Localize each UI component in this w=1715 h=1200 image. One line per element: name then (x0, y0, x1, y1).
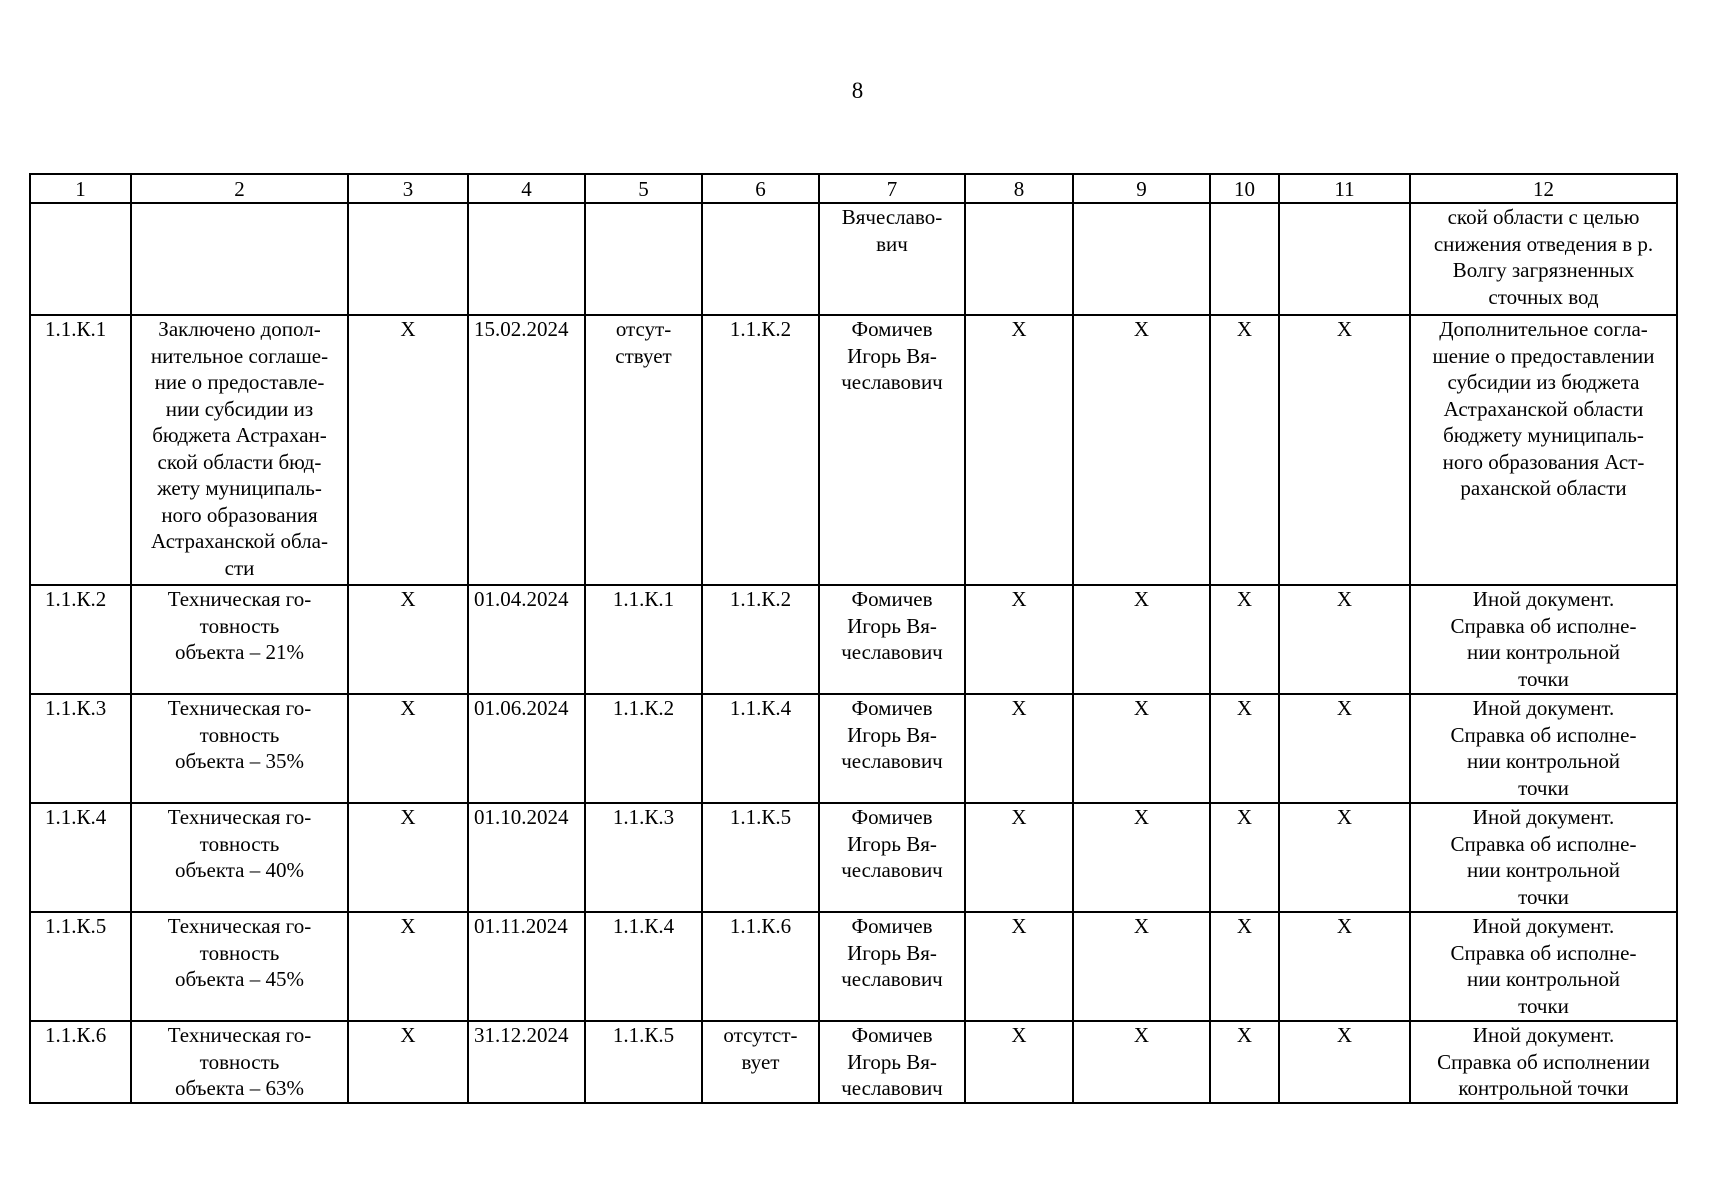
col8-cell: X (965, 912, 1073, 1021)
col11-cell: X (1279, 1021, 1410, 1103)
date-cell: 01.11.2024 (468, 912, 585, 1021)
successor-cell: 1.1.К.4 (702, 694, 819, 803)
table-cell: ской области с целью снижения отведения в р. Волгу загрязненных сточных вод (1410, 203, 1677, 315)
result-cell: Заключено допол- нительное соглаше- ние о предоставле- нии субсидии из бюджета Астрахан- ской области бюд- жету муниципаль- ного образования Астраханской обла- сти (131, 315, 348, 585)
predecessor-cell: отсут- ствует (585, 315, 702, 585)
col8-cell: X (965, 1021, 1073, 1103)
col3-cell: X (348, 803, 468, 912)
col9-cell: X (1073, 315, 1210, 585)
col11-cell: X (1279, 803, 1410, 912)
table-cell (348, 203, 468, 315)
col9-cell: X (1073, 1021, 1210, 1103)
table-cell (30, 203, 131, 315)
col3-cell: X (348, 585, 468, 694)
col9-cell: X (1073, 585, 1210, 694)
date-cell: 31.12.2024 (468, 1021, 585, 1103)
col8-cell: X (965, 315, 1073, 585)
successor-cell: 1.1.К.2 (702, 585, 819, 694)
responsible-cell: Фомичев Игорь Вя- чеславович (819, 803, 965, 912)
header-row (30, 174, 1677, 203)
responsible-cell: Фомичев Игорь Вя- чеславович (819, 1021, 965, 1103)
table-row (30, 1021, 1677, 1103)
col3-cell: X (348, 694, 468, 803)
document-cell: Иной документ. Справка об исполне- нии контрольной точки (1410, 803, 1677, 912)
document-cell: Иной документ. Справка об исполнении контрольной точки (1410, 1021, 1677, 1103)
date-cell: 01.06.2024 (468, 694, 585, 803)
successor-cell: отсутст- вует (702, 1021, 819, 1103)
col11-cell: X (1279, 585, 1410, 694)
col9-cell: X (1073, 912, 1210, 1021)
table-row (30, 803, 1677, 912)
table-cell (1210, 203, 1279, 315)
col9-cell: X (1073, 803, 1210, 912)
successor-cell: 1.1.К.5 (702, 803, 819, 912)
successor-cell: 1.1.К.6 (702, 912, 819, 1021)
document-cell: Иной документ. Справка об исполне- нии контрольной точки (1410, 912, 1677, 1021)
control-point-id: 1.1.К.1 (30, 315, 131, 585)
responsible-cell: Фомичев Игорь Вя- чеславович (819, 585, 965, 694)
responsible-cell: Фомичев Игорь Вя- чеславович (819, 694, 965, 803)
responsible-cell: Фомичев Игорь Вя- чеславович (819, 315, 965, 585)
date-cell: 01.10.2024 (468, 803, 585, 912)
col11-cell: X (1279, 694, 1410, 803)
date-cell: 01.04.2024 (468, 585, 585, 694)
control-point-id: 1.1.К.3 (30, 694, 131, 803)
date-cell: 15.02.2024 (468, 315, 585, 585)
col10-cell: X (1210, 803, 1279, 912)
column-header-11: 11 (1279, 174, 1410, 203)
col8-cell: X (965, 803, 1073, 912)
document-cell: Иной документ. Справка об исполне- нии контрольной точки (1410, 585, 1677, 694)
predecessor-cell: 1.1.К.4 (585, 912, 702, 1021)
result-cell: Техническая го- товность объекта – 45% (131, 912, 348, 1021)
table-cell (1279, 203, 1410, 315)
col10-cell: X (1210, 315, 1279, 585)
column-header-4: 4 (468, 174, 585, 203)
control-point-id: 1.1.К.6 (30, 1021, 131, 1103)
predecessor-cell: 1.1.К.3 (585, 803, 702, 912)
col10-cell: X (1210, 1021, 1279, 1103)
predecessor-cell: 1.1.К.5 (585, 1021, 702, 1103)
col11-cell: X (1279, 912, 1410, 1021)
result-cell: Техническая го- товность объекта – 40% (131, 803, 348, 912)
column-header-3: 3 (348, 174, 468, 203)
col10-cell: X (1210, 585, 1279, 694)
result-cell: Техническая го- товность объекта – 35% (131, 694, 348, 803)
column-header-10: 10 (1210, 174, 1279, 203)
column-header-6: 6 (702, 174, 819, 203)
col3-cell: X (348, 315, 468, 585)
col8-cell: X (965, 585, 1073, 694)
column-header-2: 2 (131, 174, 348, 203)
document-cell: Дополнительное согла- шение о предоставлении субсидии из бюджета Астраханской области бюджету муниципаль- ного образования Аст- раханской области (1410, 315, 1677, 585)
result-cell: Техническая го- товность объекта – 63% (131, 1021, 348, 1103)
table-row (30, 694, 1677, 803)
column-header-9: 9 (1073, 174, 1210, 203)
table-row (30, 585, 1677, 694)
control-point-id: 1.1.К.4 (30, 803, 131, 912)
column-header-8: 8 (965, 174, 1073, 203)
table-cell (468, 203, 585, 315)
table-cell (702, 203, 819, 315)
predecessor-cell: 1.1.К.2 (585, 694, 702, 803)
result-cell: Техническая го- товность объекта – 21% (131, 585, 348, 694)
table-cell (131, 203, 348, 315)
column-header-12: 12 (1410, 174, 1677, 203)
col11-cell: X (1279, 315, 1410, 585)
responsible-cell: Фомичев Игорь Вя- чеславович (819, 912, 965, 1021)
successor-cell: 1.1.К.2 (702, 315, 819, 585)
page-number: 8 (851, 78, 864, 103)
column-header-7: 7 (819, 174, 965, 203)
col10-cell: X (1210, 912, 1279, 1021)
control-point-id: 1.1.К.5 (30, 912, 131, 1021)
table-row-continuation (30, 203, 1677, 315)
table-cell (965, 203, 1073, 315)
table-cell (1073, 203, 1210, 315)
table-cell (585, 203, 702, 315)
col3-cell: X (348, 1021, 468, 1103)
column-header-5: 5 (585, 174, 702, 203)
table-row (30, 912, 1677, 1021)
col10-cell: X (1210, 694, 1279, 803)
control-point-id: 1.1.К.2 (30, 585, 131, 694)
table-row (30, 315, 1677, 585)
predecessor-cell: 1.1.К.1 (585, 585, 702, 694)
table-cell: Вячеславо- вич (819, 203, 965, 315)
col9-cell: X (1073, 694, 1210, 803)
document-cell: Иной документ. Справка об исполне- нии контрольной точки (1410, 694, 1677, 803)
col3-cell: X (348, 912, 468, 1021)
control-points-table (29, 173, 1678, 1104)
col8-cell: X (965, 694, 1073, 803)
column-header-1: 1 (30, 174, 131, 203)
